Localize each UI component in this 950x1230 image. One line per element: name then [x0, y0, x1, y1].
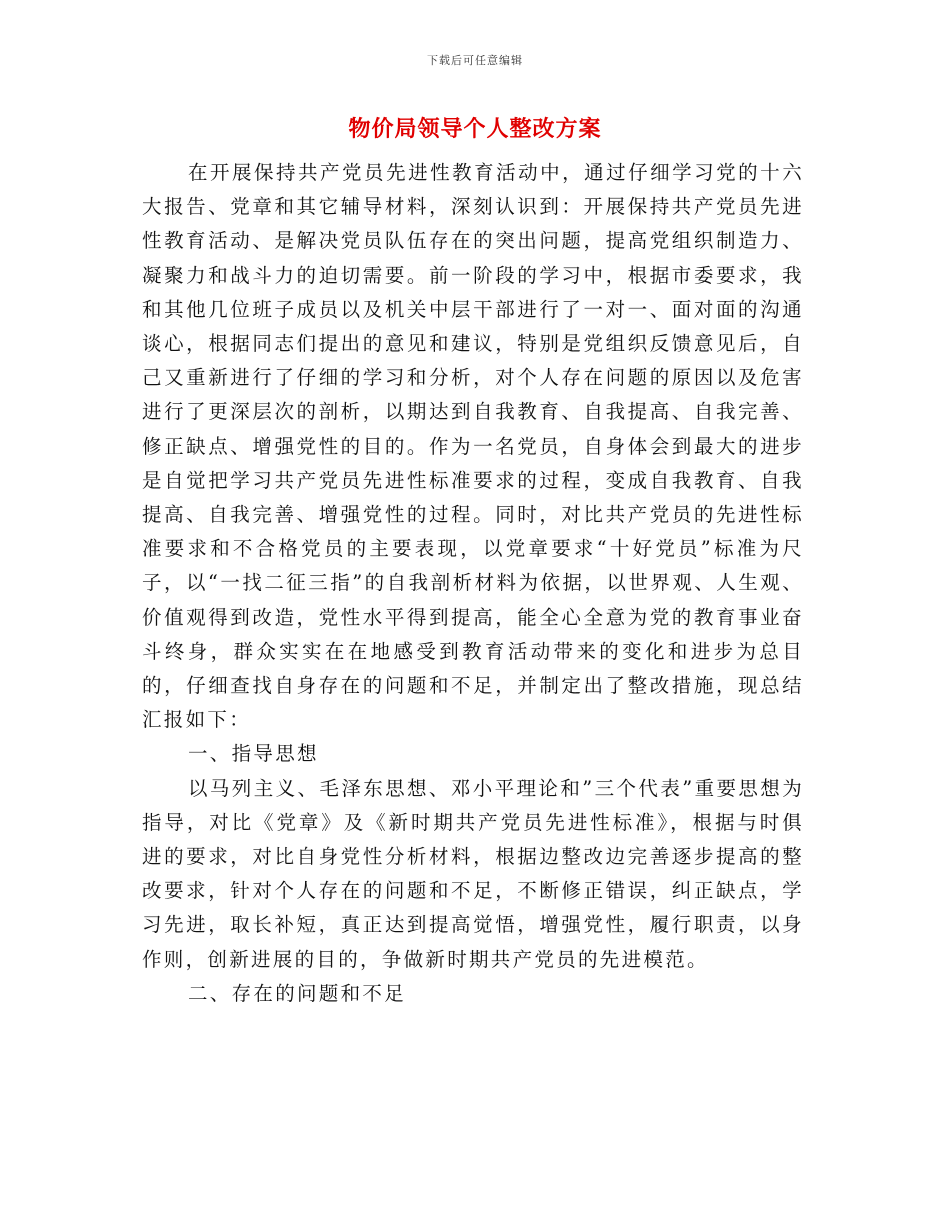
intro-paragraph: 在开展保持共产党员先进性教育活动中，通过仔细学习党的十六大报告、党章和其它辅导材料，深刻认识到：开展保持共产党员先进性教育活动、是解决党员队伍存在的突出问题，提高党组织制造力、凝聚力和战斗力的迫切需要。前一阶段的学习中，根据市委要求，我和其他几位班子成员以及机关中层干部进行了一对一、面对面的沟通谈心，根据同志们提出的意见和建议，特别是党组织反馈意见后，自己又重新进行了仔细的学习和分析，对个人存在问题的原因以及危害进行了更深层次的剖析，以期达到自我教育、自我提高、自我完善、修正缺点、增强党性的目的。作为一名党员，自身体会到最大的进步是自觉把学习共产党员先进性标准要求的过程，变成自我教育、自我提高、自我完善、增强党性的过程。同时，对比共产党员的先进性标准要求和不合格党员的主要表现，以党章要求“十好党员”标准为尺子，以“一找二征三指”的自我剖析材料为依据，以世界观、人生观、价值观得到改造，党性水平得到提高，能全心全意为党的教育事业奋斗终身，群众实实在在地感受到教育活动带来的变化和进步为总目的，仔细查找自身存在的问题和不足，并制定出了整改措施，现总结汇报如下： [142, 161, 804, 732]
section-heading-guiding-thought: 一、指导思想 [188, 742, 319, 766]
section-heading-problems: 二、存在的问题和不足 [188, 981, 407, 1005]
document-body [142, 156, 804, 1011]
guiding-thought-paragraph: 以马列主义、毛泽东思想、邓小平理论和”三个代表”重要思想为指导，对比《党章》及《新时期共产党员先进性标准》，根据与时俱进的要求，对比自身党性分析材料，根据边整改边完善逐步提高的整改要求，针对个人存在的问题和不足，不断修正错误，纠正缺点，学习先进，取长补短，真正达到提高觉悟，增强党性，履行职责，以身作则，创新进展的目的，争做新时期共产党员的先进模范。 [142, 776, 804, 971]
header-note: 下载后可任意编辑 [427, 54, 523, 67]
document-title: 物价局领导个人整改方案 [348, 117, 602, 142]
